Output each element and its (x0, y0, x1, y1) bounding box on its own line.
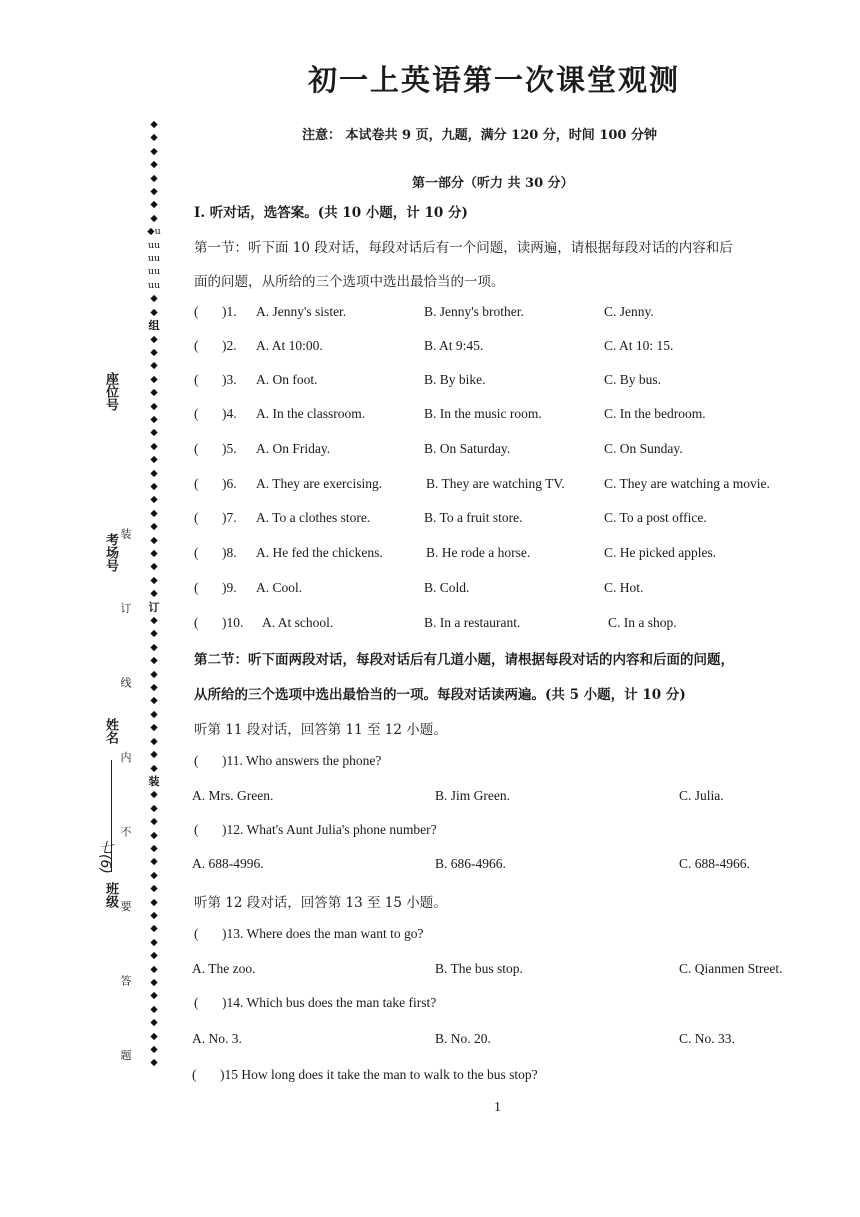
option-a: A. At school. (262, 615, 334, 630)
question-5 (194, 441, 834, 461)
binding-diamonds-mid: ◆◆◆◆◆◆◆◆◆◆◆◆◆◆◆◆◆◆◆◆ (150, 333, 158, 600)
option-c: C. By bus. (604, 372, 662, 387)
question-number: )1. (222, 304, 237, 319)
option-b: B. To a fruit store. (424, 510, 523, 525)
option-a: A. On foot. (256, 372, 318, 387)
question-3 (194, 372, 834, 392)
answer-paren[interactable]: ( (194, 338, 199, 353)
option-c: C. 688-4966. (679, 856, 750, 871)
option-c: C. In a shop. (608, 615, 677, 630)
class-handwritten: 七(6) (97, 840, 113, 874)
answer-paren[interactable]: ( (194, 753, 199, 768)
option-a: A. The zoo. (192, 961, 256, 976)
option-b: B. Jenny's brother. (424, 304, 524, 319)
option-c: C. To a post office. (604, 510, 707, 525)
option-b: B. He rode a horse. (426, 545, 531, 560)
question-number: )2. (222, 338, 237, 353)
answer-paren[interactable]: ( (194, 476, 199, 491)
question-4 (194, 406, 834, 426)
question-15-stem (192, 1067, 832, 1087)
question-1 (194, 304, 834, 324)
answer-paren[interactable]: ( (194, 304, 199, 319)
dialog-12-instruction: 听第 12 段对话，回答第 13 至 15 小题。 (194, 895, 447, 911)
option-a: A. He fed the chickens. (256, 545, 383, 560)
seal-mark: 订 (148, 600, 160, 614)
option-b: B. In a restaurant. (424, 615, 521, 630)
question-9 (194, 580, 834, 600)
question-text: )12. What's Aunt Julia's phone number? (222, 822, 437, 837)
question-13-options (192, 961, 832, 981)
option-a: A. 688-4996. (192, 856, 264, 871)
option-b: B. In the music room. (424, 406, 542, 421)
question-number: )5. (222, 441, 237, 456)
option-b: B. Cold. (424, 580, 470, 595)
question-12-stem (194, 822, 834, 842)
answer-paren[interactable]: ( (192, 1067, 197, 1082)
question-number: )7. (222, 510, 237, 525)
option-a: A. Mrs. Green. (192, 788, 274, 803)
binding-diamonds-top: ◆◆◆◆◆◆◆◆◆uuuuuuuuu◆◆ (147, 119, 161, 318)
question-number: )6. (222, 476, 237, 491)
answer-paren[interactable]: ( (194, 406, 199, 421)
option-c: C. At 10: 15. (604, 338, 674, 353)
no-answer-warning: 装 订 线 内 不 要 答 题 (119, 528, 132, 1091)
question-number: )4. (222, 406, 237, 421)
question-text: )14. Which bus does the man take first? (222, 995, 437, 1010)
option-c: C. Qianmen Street. (679, 961, 783, 976)
option-a: A. They are exercising. (256, 476, 383, 491)
answer-paren[interactable]: ( (194, 372, 199, 387)
option-c: C. Julia. (679, 788, 724, 803)
option-b: B. The bus stop. (435, 961, 523, 976)
section2-intro-line1: 第二节：听下面两段对话，每段对话后有几道小题，请根据每段对话的内容和后面的问题， (194, 652, 734, 668)
answer-paren[interactable]: ( (194, 510, 199, 525)
option-c: C. He picked apples. (604, 545, 717, 560)
option-a: A. Jenny's sister. (256, 304, 347, 319)
question-number: )8. (222, 545, 237, 560)
option-a: A. In the classroom. (256, 406, 366, 421)
option-b: B. 686-4966. (435, 856, 506, 871)
question-11-options (192, 788, 832, 808)
option-a: A. At 10:00. (256, 338, 323, 353)
answer-paren[interactable]: ( (194, 545, 199, 560)
question-13-stem (194, 926, 834, 946)
question-14-stem (194, 995, 834, 1015)
seat-number-label: 座位号 (103, 372, 118, 411)
page-number: 1 (494, 1100, 501, 1115)
option-a: A. To a clothes store. (256, 510, 371, 525)
dialog-11-instruction: 听第 11 段对话，回答第 11 至 12 小题。 (194, 722, 447, 738)
question-2 (194, 338, 834, 358)
answer-paren[interactable]: ( (194, 615, 199, 630)
binding-margin (147, 118, 161, 1070)
section1-intro-line2: 面的问题，从所给的三个选项中选出最恰当的一项。 (194, 274, 505, 290)
seal-mark: 组 (148, 319, 160, 333)
option-b: B. By bike. (424, 372, 486, 387)
answer-paren[interactable]: ( (194, 995, 199, 1010)
option-c: C. They are watching a movie. (604, 476, 770, 491)
question-14-options (192, 1031, 832, 1051)
binding-diamonds-low: ◆◆◆◆◆◆◆◆◆◆◆◆ (150, 615, 158, 774)
question-number: )3. (222, 372, 237, 387)
section1-intro-line1: 第一节：听下面 10 段对话，每段对话后有一个问题，读两遍，请根据每段对话的内容和后 (194, 240, 733, 256)
option-b: B. On Saturday. (424, 441, 511, 456)
question-11-stem (194, 753, 834, 773)
option-c: C. Hot. (604, 580, 644, 595)
option-c: C. In the bedroom. (604, 406, 706, 421)
question-number: )9. (222, 580, 237, 595)
name-label: 姓名 (103, 718, 118, 744)
option-a: A. No. 3. (192, 1031, 242, 1046)
question-12-options (192, 856, 832, 876)
answer-paren[interactable]: ( (194, 580, 199, 595)
page-title: 初一上英语第一次课堂观测 (308, 63, 681, 97)
question-text: )13. Where does the man want to go? (222, 926, 424, 941)
class-label: 班级 (103, 882, 118, 908)
question-number: )10. (222, 615, 244, 630)
binding-diamonds-bottom: ◆◆◆◆◆◆◆◆◆◆◆◆◆◆◆◆◆◆◆◆◆ (150, 789, 158, 1069)
answer-paren[interactable]: ( (194, 441, 199, 456)
question-text: )11. Who answers the phone? (222, 753, 382, 768)
option-b: B. They are watching TV. (426, 476, 565, 491)
question-8 (194, 545, 834, 565)
question-text: )15 How long does it take the man to walk to the bus stop? (220, 1067, 538, 1082)
answer-paren[interactable]: ( (194, 926, 199, 941)
option-c: C. No. 33. (679, 1031, 735, 1046)
question-6 (194, 476, 834, 496)
question-7 (194, 510, 834, 530)
exam-notice: 注意： 本试卷共 9 页，九题，满分 120 分，时间 100 分钟 (302, 128, 657, 143)
option-a: A. Cool. (256, 580, 303, 595)
option-c: C. Jenny. (604, 304, 654, 319)
option-b: B. At 9:45. (424, 338, 484, 353)
option-b: B. Jim Green. (435, 788, 510, 803)
question-10 (194, 615, 834, 635)
section2-intro-line2: 从所给的三个选项中选出最恰当的一项。每段对话读两遍。(共 5 小题，计 10 分) (194, 687, 686, 703)
seal-mark: 装 (148, 774, 160, 788)
option-c: C. On Sunday. (604, 441, 683, 456)
part1-heading: 第一部分（听力 共 30 分） (412, 176, 574, 191)
exam-room-label: 考场号 (103, 533, 118, 572)
option-b: B. No. 20. (435, 1031, 491, 1046)
option-a: A. On Friday. (256, 441, 331, 456)
answer-paren[interactable]: ( (194, 822, 199, 837)
section1-heading: I. 听对话，选答案。(共 10 小题，计 10 分) (194, 205, 468, 221)
